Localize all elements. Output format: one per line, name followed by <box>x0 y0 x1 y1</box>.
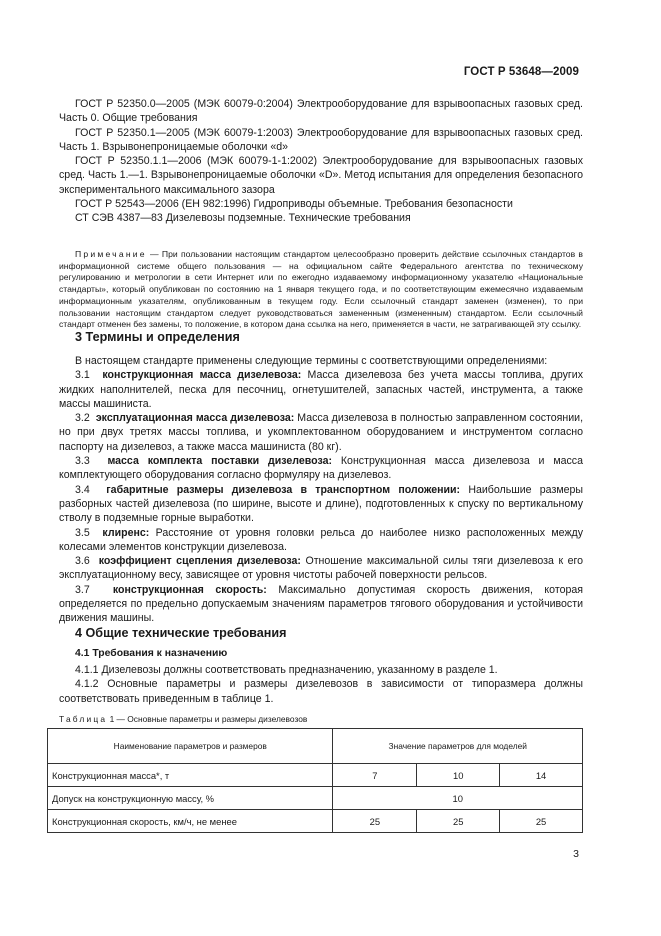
note-label: Примечание <box>75 249 147 259</box>
term-definition <box>59 454 583 483</box>
term-definition <box>59 583 583 626</box>
term-number: 3.4 <box>75 483 90 496</box>
document-header-id: ГОСТ Р 53648—2009 <box>463 66 579 78</box>
section-3-intro: В настоящем стандарте применены следующие термины с соответствующими определениями: <box>75 355 548 367</box>
parameters-table <box>47 728 583 833</box>
term-name: масса комплекта поставки дизелевоза: <box>107 455 333 468</box>
term-definition <box>59 483 583 526</box>
section-4-body <box>59 663 583 706</box>
table-cell: 10 <box>333 787 583 810</box>
clause-4-1-1: 4.1.1 Дизелевозы должны соответствовать предназначению, указанному в разделе 1. <box>75 664 498 676</box>
reference-note <box>59 249 583 331</box>
term-definition <box>59 368 583 411</box>
term-name: эксплуатационная масса дизелевоза: <box>95 412 295 425</box>
term-text: Максимально допустимая скорость движения, которая определяется по предельно допускаемым значениям параметров тягового оборудования и устойчивости движения машины. <box>59 583 583 625</box>
reference-entry: ГОСТ Р 52350.1—2005 (МЭК 60079-1:2003) Электрооборудование для взрывоопасных газовых сред. Часть 1. Взрывонепроницаемые оболочки «d» <box>59 126 583 153</box>
table-cell: Допуск на конструкционную массу, % <box>48 787 333 810</box>
section-3-heading: 3 Термины и определения <box>75 330 240 344</box>
table-cell: 10 <box>417 764 500 787</box>
term-name: клиренс: <box>102 526 150 539</box>
term-name: конструкционная масса дизелевоза: <box>102 369 302 382</box>
term-name: конструкционная скорость: <box>112 583 267 596</box>
term-definition <box>59 526 583 555</box>
term-number: 3.6 <box>75 555 90 568</box>
table-row <box>48 787 583 810</box>
table-cell: 7 <box>333 764 417 787</box>
term-number: 3.2 <box>75 412 90 425</box>
term-text: Конструкционная масса дизелевоза и масса комплектующего оборудования согласно формуляру на дизелевоз. <box>59 455 583 482</box>
table-cell: 25 <box>417 810 500 833</box>
clause-4-1-2: 4.1.2 Основные параметры и размеры дизелевозов в зависимости от типоразмера должны соответствовать приведенным в таблице 1. <box>59 678 583 705</box>
table-row <box>48 764 583 787</box>
table-caption <box>59 714 307 724</box>
term-text: Отношение максимальной силы тяги дизелевоза к его эксплуатационному весу, зависящее от уровня чистоты рабочей поверхности рельсов. <box>59 555 584 582</box>
table-header-cell: Значение параметров для моделей <box>333 729 583 764</box>
reference-entry: ГОСТ Р 52350.1.1—2006 (МЭК 60079-1-1:2002) Электрооборудование для взрывоопасных газовых сред. Часть 1.—1. Взрывонепроницаемые оболочки «D». Метод испытания для определения безопасного экспериментального максимального зазора <box>59 155 583 196</box>
table-cell: Конструкционная скорость, км/ч, не менее <box>48 810 333 833</box>
section-3-body <box>59 354 583 626</box>
table-cell: Конструкционная масса*, т <box>48 764 333 787</box>
table-caption-text: 1 — Основные параметры и размеры дизелевозов <box>107 714 308 724</box>
table-cell: 25 <box>500 810 583 833</box>
term-text: Расстояние от уровня головки рельса до наиболее низко расположенных между колесами элементов конструкции дизелевоза. <box>59 526 584 553</box>
reference-entry: ГОСТ Р 52350.0—2005 (МЭК 60079-0:2004) Электрооборудование для взрывоопасных газовых сред. Часть 0. Общие требования <box>59 98 583 125</box>
table-cell: 14 <box>500 764 583 787</box>
term-number: 3.7 <box>75 583 90 596</box>
term-text: Масса дизелевоза без учета массы топлива, других жидких наполнителей, песка для песочниц, огнетушителей, запасных частей, инструмента, а также массы машиниста. <box>59 369 583 410</box>
term-definition <box>59 554 583 583</box>
term-text: Масса дизелевоза в полностью заправленном состоянии, но при двух третях массы топлива, и укомплектованном оборудованием и инструментом согласно паспорту на дизелевоз, а также масса машиниста (80 кг). <box>59 412 584 453</box>
table-caption-label: Таблица <box>59 714 108 724</box>
term-name: габаритные размеры дизелевоза в транспортном положении: <box>106 483 461 496</box>
section-4-heading: 4 Общие технические требования <box>75 626 287 640</box>
page-number: 3 <box>573 848 579 860</box>
term-name: коэффициент сцепления дизелевоза: <box>98 555 301 568</box>
subsection-4-1-heading: 4.1 Требования к назначению <box>75 648 228 659</box>
table-header-row <box>48 729 583 764</box>
term-text: Наибольшие размеры разборных частей дизелевоза (по ширине, высоте и длине), подготовленных к спуску по вертикальному стволу в подземные горные выработки. <box>59 483 583 525</box>
term-number: 3.1 <box>75 369 90 382</box>
table-header-cell: Наименование параметров и размеров <box>48 729 333 764</box>
reference-entry: СТ СЭВ 4387—83 Дизелевозы подземные. Технические требования <box>75 212 411 225</box>
normative-references <box>59 97 583 226</box>
term-definition <box>59 411 583 454</box>
table-cell: 25 <box>333 810 417 833</box>
term-number: 3.5 <box>75 526 90 539</box>
reference-entry: ГОСТ Р 52543—2006 (ЕН 982:1996) Гидроприводы объемные. Требования безопасности <box>75 198 513 211</box>
note-text: — При пользовании настоящим стандартом целесообразно проверить действие ссылочных стандартов в информационной системе общего пользования — на официальном сайте Федерального агентства по техническому регулированию и метрологии в сети Интернет или по ежегодно издаваемому информационному указателю «Национальные стандарты», который опубликован по состоянию на 1 января текущего года, и по соответствующим ежемесячно издаваемым информационным указателям, опубликованным в текущем году. Если ссылочный стандарт заменен (изменен), то при пользовании настоящим стандартом следует руководствоваться замененным (измененным) стандартом. Если ссылочный стандарт отменен без замены, то положение, в котором дана ссылка на него, применяется в части, не затрагивающей эту ссылку. <box>59 249 583 330</box>
term-number: 3.3 <box>75 455 90 468</box>
table-row <box>48 810 583 833</box>
